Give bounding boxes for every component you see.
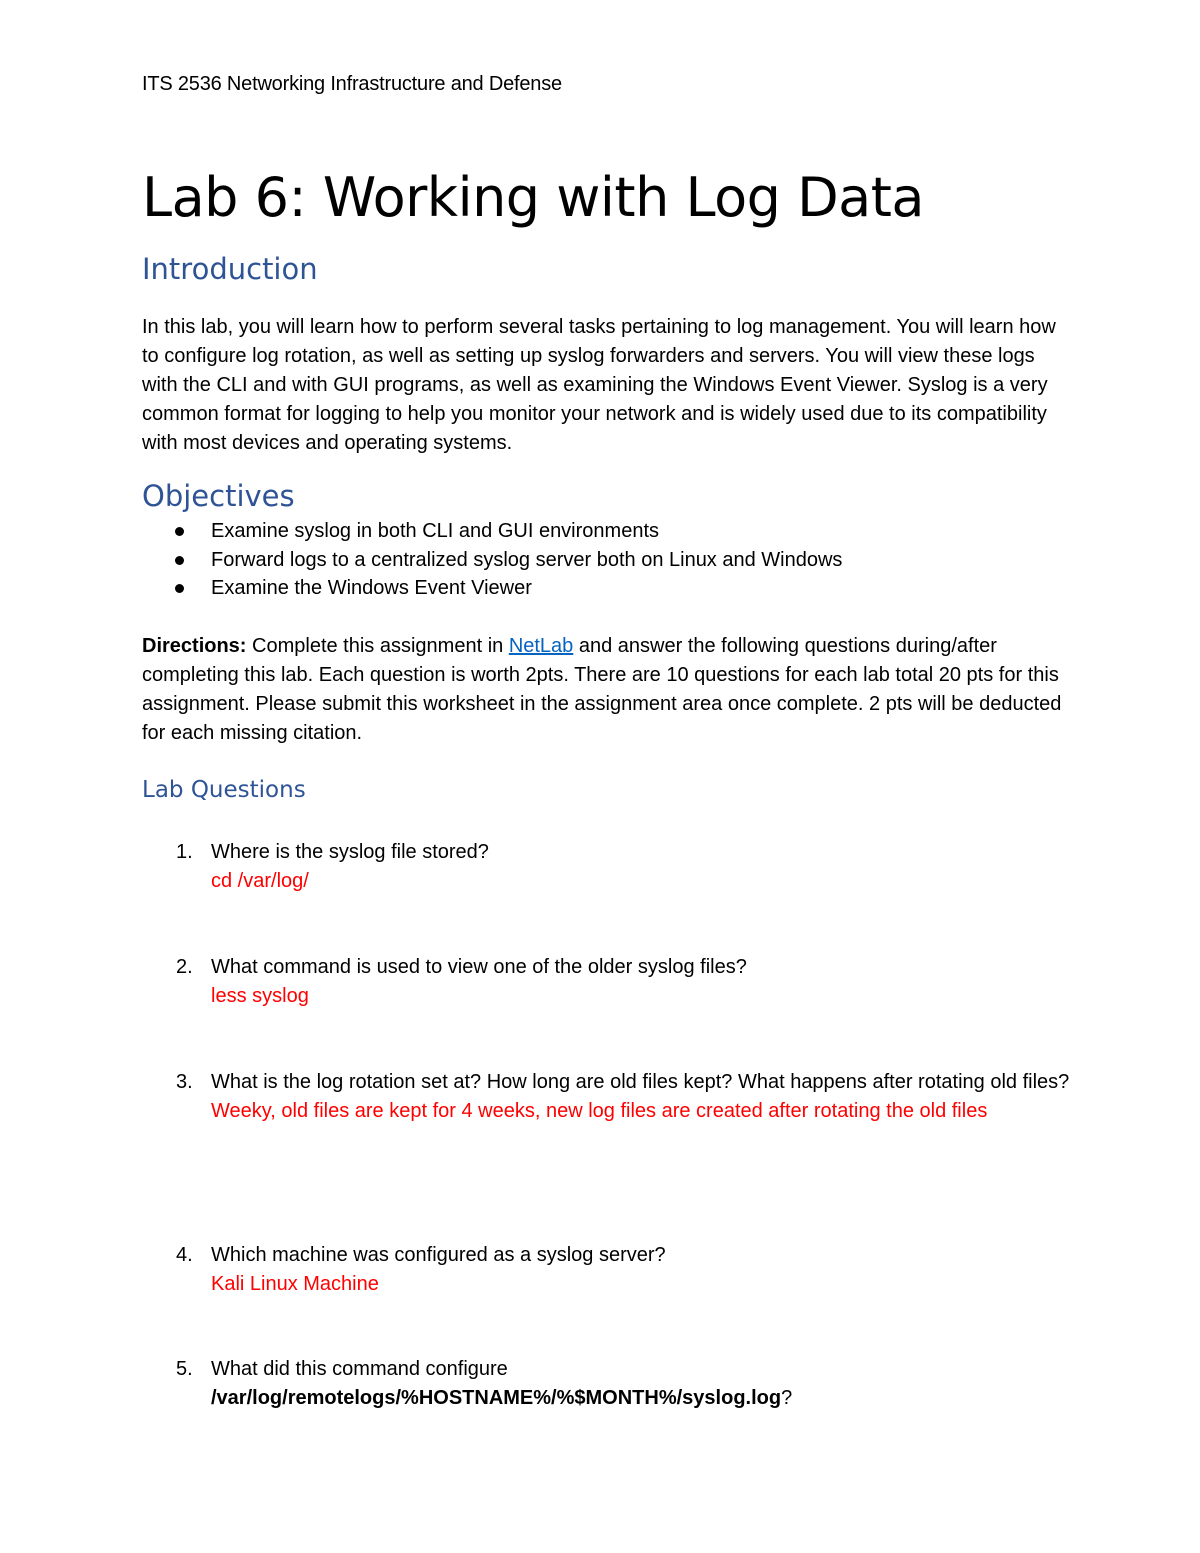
- question-item: [142, 1241, 1072, 1299]
- objective-item: [142, 546, 842, 575]
- directions-paragraph: [142, 632, 1072, 748]
- question-number: 1.: [176, 841, 193, 863]
- answer-text: Weeky, old files are kept for 4 weeks, new log files are created after rotating the old files: [211, 1100, 988, 1122]
- question-item: [142, 1068, 1072, 1126]
- command-text: /var/log/remotelogs/%HOSTNAME%/%$MONTH%/syslog.log: [211, 1387, 782, 1409]
- question-text: Which machine was configured as a syslog server?: [211, 1244, 666, 1266]
- question-number: 3.: [176, 1071, 193, 1093]
- directions-label: Directions:: [142, 635, 247, 657]
- page-title: Lab 6: Working with Log Data: [142, 166, 925, 229]
- page-header: ITS 2536 Networking Infrastructure and Defense: [142, 73, 562, 95]
- question-number: 2.: [176, 956, 193, 978]
- objectives-heading: Objectives: [142, 479, 295, 513]
- introduction-heading: Introduction: [142, 252, 318, 286]
- answer-text: less syslog: [211, 985, 309, 1007]
- bullet-icon: [175, 556, 184, 565]
- answer-text: cd /var/log/: [211, 870, 309, 892]
- netlab-link[interactable]: NetLab: [508, 635, 574, 657]
- objective-text: Forward logs to a centralized syslog server both on Linux and Windows: [211, 548, 843, 571]
- directions-text-after: and answer the following questions during/after completing this lab. Each question is worth 2pts. There are 10 questions for each lab total 20 pts for this assignment. Please submit this worksheet in the assignment area once complete. 2 pts will be deducted for each missing citation.: [142, 635, 1062, 744]
- bullet-icon: [175, 527, 184, 536]
- question-text: What is the log rotation set at? How long are old files kept? What happens after rotating old files?: [211, 1071, 1070, 1093]
- directions-text-before: Complete this assignment in: [246, 635, 509, 657]
- question-number: 5.: [176, 1358, 193, 1380]
- question-item: [142, 953, 1072, 1011]
- objective-text: Examine syslog in both CLI and GUI environments: [211, 520, 659, 542]
- objective-text: Examine the Windows Event Viewer: [211, 577, 532, 599]
- bullet-icon: [175, 584, 184, 593]
- question-text: Where is the syslog file stored?: [211, 841, 489, 863]
- question-item: [142, 838, 1072, 896]
- objective-item: [142, 517, 842, 546]
- objectives-list: [142, 517, 842, 603]
- lab-questions-heading: Lab Questions: [142, 777, 306, 803]
- question-text: What did this command configure: [211, 1358, 508, 1380]
- question-number: 4.: [176, 1244, 193, 1266]
- answer-text: Kali Linux Machine: [211, 1273, 379, 1295]
- objective-item: [142, 574, 842, 603]
- question-text: What command is used to view one of the older syslog files?: [211, 956, 747, 978]
- introduction-paragraph: In this lab, you will learn how to perform several tasks pertaining to log management. You will learn how to configure log rotation, as well as setting up syslog forwarders and servers. You will view these logs with the CLI and with GUI programs, as well as examining the Windows Event Viewer. Syslog is a very common format for logging to help you monitor your network and is widely used due to its compatibility with most devices and operating systems.: [142, 316, 1056, 454]
- question-suffix: ?: [781, 1387, 793, 1409]
- question-item: [142, 1355, 1072, 1413]
